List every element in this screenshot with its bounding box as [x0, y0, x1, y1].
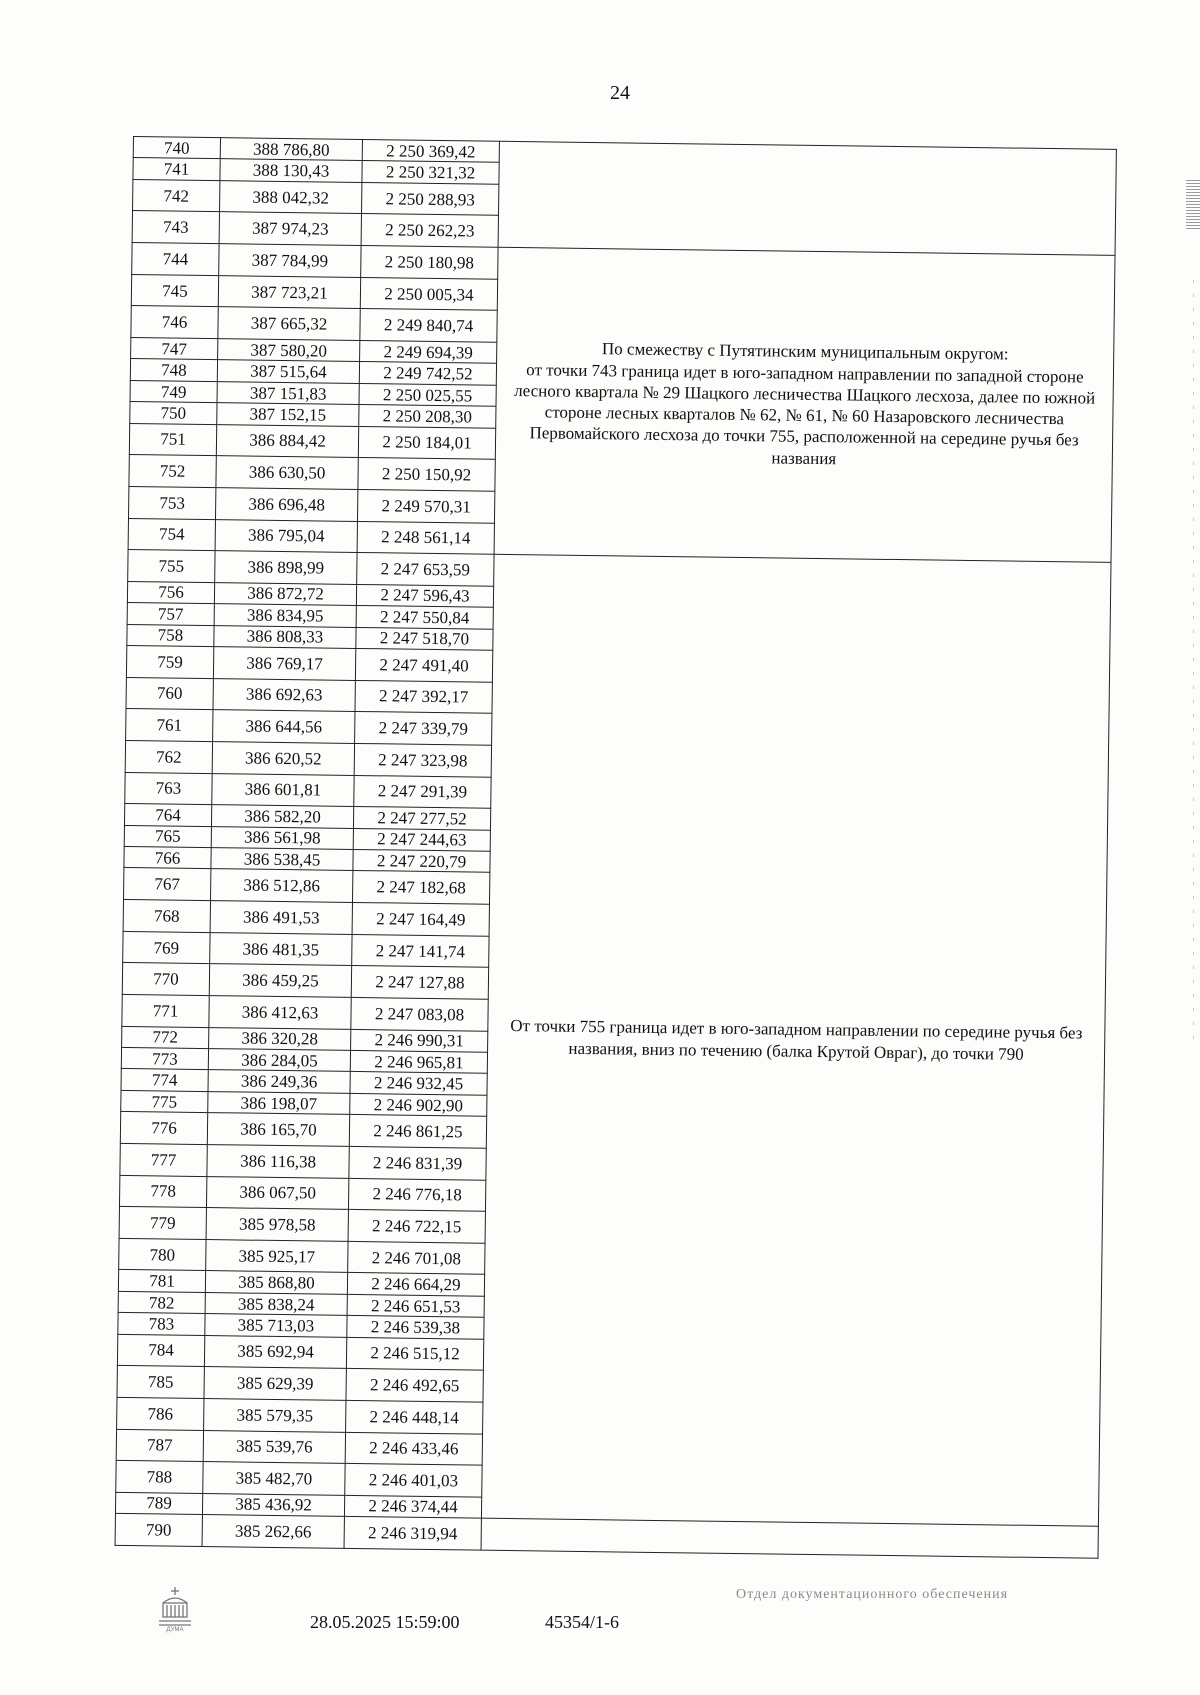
- coordinate-y-cell: 2 246 722,15: [348, 1210, 485, 1243]
- coordinate-y-cell: 2 246 492,65: [346, 1369, 483, 1402]
- coordinate-x-cell: 386 512,86: [210, 869, 352, 902]
- coordinate-y-cell: 2 247 220,79: [353, 849, 490, 872]
- boundary-description-cell: От точки 755 граница идет в юго-западном направлении по середине ручья без названия, вниз по течению (балка Крутой Овраг), до точки 790: [481, 554, 1111, 1526]
- point-number-cell: 755: [128, 550, 215, 583]
- point-number-cell: 762: [125, 740, 212, 773]
- coordinate-x-cell: 386 630,50: [216, 456, 358, 489]
- registration-number: 45354/1-6: [545, 1612, 619, 1632]
- coordinate-x-cell: 386 491,53: [210, 901, 352, 934]
- coordinate-y-cell: 2 246 433,46: [345, 1432, 482, 1465]
- coordinate-x-cell: 386 898,99: [215, 551, 357, 584]
- point-number-cell: 746: [131, 306, 218, 339]
- coordinate-y-cell: 2 247 291,39: [354, 775, 491, 808]
- coordinate-x-cell: 385 436,92: [202, 1493, 344, 1516]
- coordinate-y-cell: 2 250 208,30: [359, 405, 496, 428]
- point-number-cell: 761: [126, 709, 213, 742]
- coordinate-y-cell: 2 247 392,17: [355, 680, 492, 713]
- coordinate-x-cell: 386 582,20: [211, 805, 353, 828]
- coordinate-x-cell: 387 152,15: [217, 403, 359, 426]
- coordinate-y-cell: 2 246 374,44: [344, 1495, 481, 1518]
- coordinate-x-cell: 387 515,64: [217, 360, 359, 383]
- coordinate-x-cell: 387 151,83: [217, 381, 359, 404]
- point-number-cell: 744: [132, 243, 219, 276]
- point-number-cell: 756: [127, 581, 214, 604]
- coordinate-y-cell: 2 247 491,40: [355, 649, 492, 682]
- coordinate-y-cell: 2 246 902,90: [350, 1093, 487, 1116]
- coordinate-x-cell: 385 868,80: [205, 1271, 347, 1294]
- coordinate-y-cell: 2 249 570,31: [357, 489, 494, 522]
- point-number-cell: 759: [126, 646, 213, 679]
- coordinate-y-cell: 2 246 831,39: [349, 1146, 486, 1179]
- point-number-cell: 751: [129, 423, 216, 456]
- point-number-cell: 758: [127, 624, 214, 647]
- coordinate-x-cell: 385 978,58: [206, 1208, 348, 1241]
- point-number-cell: 784: [117, 1334, 204, 1367]
- page-number: 24: [610, 82, 630, 104]
- point-number-cell: 790: [115, 1514, 202, 1547]
- coordinate-x-cell: 386 284,05: [208, 1049, 350, 1072]
- coordinate-y-cell: 2 250 262,23: [361, 214, 498, 247]
- coordinate-x-cell: 386 620,52: [212, 742, 354, 775]
- coordinate-x-cell: 386 249,36: [208, 1070, 350, 1093]
- coordinate-x-cell: 385 692,94: [204, 1335, 346, 1368]
- point-number-cell: 757: [127, 603, 214, 626]
- coordinate-y-cell: 2 247 653,59: [357, 553, 494, 586]
- point-number-cell: 752: [129, 455, 216, 488]
- point-number-cell: 789: [115, 1492, 202, 1515]
- point-number-cell: 767: [124, 868, 211, 901]
- coordinate-x-cell: 386 834,95: [214, 604, 356, 627]
- coordinate-y-cell: 2 249 840,74: [360, 309, 497, 342]
- coordinate-x-cell: 387 665,32: [218, 307, 360, 340]
- coordinate-y-cell: 2 249 742,52: [359, 362, 496, 385]
- coordinate-y-cell: 2 246 776,18: [348, 1178, 485, 1211]
- boundary-description-cell: [498, 141, 1116, 255]
- coordinate-y-cell: 2 246 651,53: [347, 1294, 484, 1317]
- coordinate-y-cell: 2 246 448,14: [346, 1400, 483, 1433]
- coordinate-y-cell: 2 247 127,88: [351, 966, 488, 999]
- point-number-cell: 777: [120, 1143, 207, 1176]
- coordinate-x-cell: 387 580,20: [218, 339, 360, 362]
- coordinate-y-cell: 2 246 965,81: [350, 1050, 487, 1073]
- coordinate-y-cell: 2 250 184,01: [358, 426, 495, 459]
- point-number-cell: 760: [126, 677, 213, 710]
- coordinate-y-cell: 2 246 401,03: [345, 1464, 482, 1497]
- coordinate-x-cell: 387 974,23: [219, 212, 361, 245]
- coordinate-x-cell: 385 838,24: [205, 1292, 347, 1315]
- coordinate-y-cell: 2 247 141,74: [352, 934, 489, 967]
- coordinate-y-cell: 2 250 288,93: [361, 182, 498, 215]
- coordinate-y-cell: 2 248 561,14: [357, 521, 494, 554]
- scan-artifact: [1186, 180, 1200, 230]
- point-number-cell: 788: [116, 1461, 203, 1494]
- point-number-cell: 785: [117, 1366, 204, 1399]
- coordinate-x-cell: 385 925,17: [206, 1239, 348, 1272]
- coordinate-x-cell: 385 713,03: [205, 1314, 347, 1337]
- coordinate-y-cell: 2 246 319,94: [344, 1517, 481, 1551]
- coordinate-x-cell: 386 692,63: [213, 678, 355, 711]
- coordinate-x-cell: 385 539,76: [203, 1430, 345, 1463]
- coordinate-x-cell: 385 262,66: [202, 1515, 344, 1549]
- coordinate-y-cell: 2 250 369,42: [362, 140, 499, 163]
- point-number-cell: 786: [117, 1397, 204, 1430]
- coordinate-y-cell: 2 250 321,32: [362, 161, 499, 184]
- coordinate-y-cell: 2 250 005,34: [360, 277, 497, 310]
- coordinate-x-cell: 386 872,72: [214, 582, 356, 605]
- coordinate-y-cell: 2 246 861,25: [349, 1115, 486, 1148]
- coordinate-y-cell: 2 247 083,08: [351, 997, 488, 1030]
- coordinate-y-cell: 2 247 323,98: [354, 743, 491, 776]
- coordinate-x-cell: 386 769,17: [213, 647, 355, 680]
- point-number-cell: 787: [116, 1429, 203, 1462]
- coordinate-x-cell: 386 538,45: [211, 848, 353, 871]
- coordinate-x-cell: 388 042,32: [220, 180, 362, 213]
- point-number-cell: 747: [131, 337, 218, 360]
- point-number-cell: 765: [124, 825, 211, 848]
- point-number-cell: 741: [133, 158, 220, 181]
- point-number-cell: 778: [119, 1175, 206, 1208]
- coordinate-x-cell: 386 561,98: [211, 826, 353, 849]
- point-number-cell: 776: [120, 1112, 207, 1145]
- point-number-cell: 775: [121, 1090, 208, 1113]
- point-number-cell: 783: [118, 1313, 205, 1336]
- point-number-cell: 763: [125, 772, 212, 805]
- coordinate-y-cell: 2 249 694,39: [360, 340, 497, 363]
- coordinate-x-cell: 386 198,07: [208, 1091, 350, 1114]
- point-number-cell: 766: [124, 846, 211, 869]
- coordinate-x-cell: 386 067,50: [206, 1176, 348, 1209]
- coordinate-x-cell: 386 412,63: [209, 996, 351, 1029]
- coordinate-y-cell: 2 250 025,55: [359, 383, 496, 406]
- point-number-cell: 773: [121, 1047, 208, 1070]
- point-number-cell: 745: [131, 274, 218, 307]
- coordinate-y-cell: 2 250 150,92: [358, 458, 495, 491]
- coordinate-x-cell: 386 459,25: [209, 964, 351, 997]
- coordinate-x-cell: 386 601,81: [212, 773, 354, 806]
- coordinate-y-cell: 2 247 182,68: [352, 871, 489, 904]
- point-number-cell: 781: [118, 1270, 205, 1293]
- point-number-cell: 754: [128, 518, 215, 551]
- coordinate-y-cell: 2 246 701,08: [348, 1241, 485, 1274]
- point-number-cell: 779: [119, 1207, 206, 1240]
- coordinate-y-cell: 2 247 164,49: [352, 903, 489, 936]
- point-number-cell: 750: [130, 402, 217, 425]
- coordinate-x-cell: 386 884,42: [216, 424, 358, 457]
- coordinate-x-cell: 386 165,70: [207, 1113, 349, 1146]
- coordinate-y-cell: 2 247 244,63: [353, 828, 490, 851]
- coordinate-x-cell: 387 784,99: [219, 244, 361, 277]
- point-number-cell: 764: [124, 804, 211, 827]
- coordinate-x-cell: 386 808,33: [214, 625, 356, 648]
- point-number-cell: 753: [128, 486, 215, 519]
- coordinates-table-wrapper: [115, 136, 1117, 1559]
- point-number-cell: 772: [122, 1026, 209, 1049]
- coordinate-x-cell: 386 795,04: [215, 519, 357, 552]
- coordinate-x-cell: 386 696,48: [215, 488, 357, 521]
- point-number-cell: 748: [130, 359, 217, 382]
- point-number-cell: 749: [130, 380, 217, 403]
- point-number-cell: 780: [119, 1238, 206, 1271]
- registration-date: 28.05.2025 15:59:00: [310, 1612, 460, 1632]
- coordinate-x-cell: 385 482,70: [203, 1462, 345, 1495]
- coordinate-y-cell: 2 247 596,43: [356, 584, 493, 607]
- coordinate-x-cell: 388 130,43: [220, 159, 362, 182]
- scan-artifact-line: [1193, 280, 1194, 1040]
- coordinate-y-cell: 2 247 518,70: [356, 627, 493, 650]
- coordinate-y-cell: 2 246 515,12: [346, 1337, 483, 1370]
- coordinate-y-cell: 2 246 539,38: [347, 1316, 484, 1339]
- point-number-cell: 771: [122, 994, 209, 1027]
- svg-text:ДУМА: ДУМА: [166, 1627, 184, 1633]
- coordinate-x-cell: 388 786,80: [220, 138, 362, 161]
- point-number-cell: 769: [123, 931, 210, 964]
- coordinate-x-cell: 386 481,35: [210, 932, 352, 965]
- point-number-cell: 770: [122, 963, 209, 996]
- point-number-cell: 742: [133, 179, 220, 212]
- emblem-icon: [155, 1585, 195, 1633]
- coordinate-x-cell: 386 644,56: [213, 710, 355, 743]
- boundary-description-cell: По смежеству с Путятинским муниципальным округом: от точки 743 граница идет в юго-западном направлении по западной стороне лесного квартала № 29 Шацкого лесничества Шацкого лесхоза, далее по южной стороне лесных кварталов № 62, № 61, № 60 Назаровского лесничества Первомайского лесхоза до точки 755, расположенной на середине ручья без названия: [494, 247, 1115, 562]
- point-number-cell: 768: [123, 900, 210, 933]
- coordinates-table: [115, 136, 1117, 1559]
- point-number-cell: 740: [133, 137, 220, 160]
- point-number-cell: 743: [132, 211, 219, 244]
- coordinate-x-cell: 387 723,21: [218, 275, 360, 308]
- coordinate-y-cell: 2 250 180,98: [361, 246, 498, 279]
- point-number-cell: 774: [121, 1069, 208, 1092]
- office-stamp: Отдел документационного обеспечения: [735, 1587, 1009, 1602]
- coordinate-x-cell: 386 320,28: [209, 1027, 351, 1050]
- coordinate-x-cell: 386 116,38: [207, 1144, 349, 1177]
- coordinate-y-cell: 2 247 339,79: [355, 712, 492, 745]
- coordinate-y-cell: 2 247 277,52: [353, 807, 490, 830]
- coordinate-y-cell: 2 247 550,84: [356, 606, 493, 629]
- boundary-description-cell: [481, 1518, 1098, 1558]
- coordinate-y-cell: 2 246 932,45: [350, 1072, 487, 1095]
- point-number-cell: 782: [118, 1291, 205, 1314]
- coordinate-y-cell: 2 246 990,31: [351, 1029, 488, 1052]
- coordinates-table-body: [115, 137, 1116, 1559]
- coordinate-x-cell: 385 579,35: [204, 1398, 346, 1431]
- coordinate-x-cell: 385 629,39: [204, 1367, 346, 1400]
- coordinate-y-cell: 2 246 664,29: [347, 1273, 484, 1296]
